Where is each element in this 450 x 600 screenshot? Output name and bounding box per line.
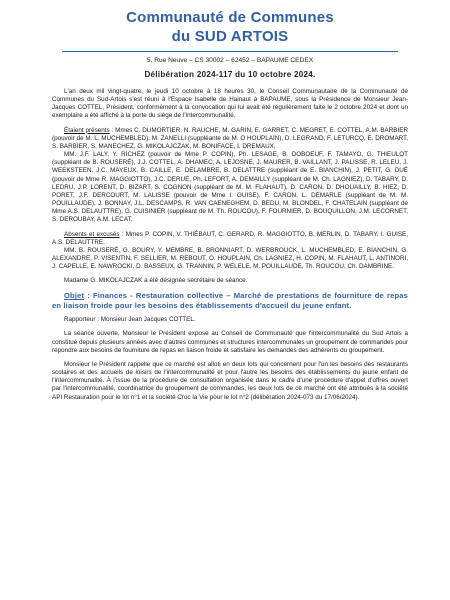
intro-paragraph: L'an deux mil vingt-quatre, le jeudi 10 octobre à 18 heures 30, le Conseil Communautaire de la Communauté de Communes du Sud-Artois s'est réuni à l'Espace Isabelle de Hainaut à BAPAUME, sous la Présidence de Monsieur Jean-Jacques COTTEL, Président, conformément à la convocation qui lui avait été régulièrement faite le 2 octobre 2024 et dont un exemplaire a été affiché à la porte du siège de l'Intercommunalité. — [52, 88, 408, 120]
absents-label: Absents et excusés — [64, 230, 120, 238]
recall-paragraph: Monsieur le Président rappelle que ce marché est alloti en deux lots qui concernent pour l'un les besoins des restaurants scolaires et des accueils de loisirs de l'intercommunalité et pour l'autre les besoins des établissements du jeune enfant de l'intercommunalité. À l'issue de la procédure de consultation organisée dans le cadre d'une procédure d'appel d'offres ouvert par l'intercommunalité, coordinatrice du groupement de commandes, les deux lots de ce marché ont été attribués à la société API Restauration pour le lot n°1 et la société Croc la Vie pour le lot n°2 (délibération 2024-073 du 17/06/2024). — [52, 360, 408, 401]
absents-paragraph-2: MM. B. ROUSERÉ, G. BOURY, Y. MEMBRE, B. BRONNIART, D. WERBROUCK, L. MUCHEMBLED, E. BIANCHIN, G. ALEXANDRE, P. VISENTIN, F. SELLIER, M. REBOUT, O. HOUPLAIN, Ch. LAGNIEZ, H. COPIN, M. FLAHAUT, L. ANTINORI, J. CAPELLE, E. NAWROCKI, D. BASSEUX, G. TRANNIN, P. WELELE, M. POUILLAUDE, Th. ROUCOU, Ch. DAMBRINE. — [52, 246, 408, 271]
objet-heading — [52, 291, 408, 310]
organization-name-line1: Communauté de Communes — [126, 9, 334, 26]
secretary-paragraph: Madame G. MIKOLAJCZAK a été désignée secrétaire de séance. — [64, 277, 248, 285]
presents-label: Étaient présents — [64, 126, 110, 134]
presents-paragraph-2: MM. J.F. LALY, Y. RICHEZ (pouvoir de Mme P. COPIN), Ph. LESAGE, B. DOBOEUF, F. TAMAYO, G. THIEULOT (suppléant de B. ROUSERÉ), J.J. COTTEL, A. DHAMEC, A. LEJOSNE, J. MAURER, B. VAILLANT, J. PALISSE, R. LELEU, J. WEEKSTEEN, J.C. MAYEUX, B. CAILLE, E. DELAMBRE, B. DELATTRE (suppléant de E. BIANCHIN), J. PETIT, G. DUÉ (pouvoir de Mme R. MAGGIOTTO), J.C. DERUE, Ph. LEFORT, A. DEMAILLY (suppléant de M. Ch. LAGNIEZ), D. TABARY, D. LEDRU, J.P. LORENT, D. BIZART, S. COGNON (suppléant de M. M. FLAHAUT), D. CARON, D. DHOUAILLY, B. HIEZ, D. PORET, J.F. DERCOURT, M. LALISSE (pouvoir de Mme I. GUISE), F. CARON, L. DEMARLE (suppléant de M. M. POUILLAUDE), J. BONNAY, J.L. DESCAMPS, R. VAN CAENEGHEM, D. BEDU, M. BLONDEL, F. CHATELAIN (suppléant de Mme A.S. DELAUTTRE), G. CUISINIER (suppléant de M. Th. ROUCOU), F. FOURNIER, D. BOUQUILLON, J.M. LECORNET, S. DEROUBAY, A.M. LECAT. — [52, 151, 408, 224]
document-body — [52, 88, 408, 402]
absents-text: : Mmes P. COPIN, V. THIÉBAUT, C. GERARD, R. MAGGIOTTO, B. MERLIN, D. TABARY, I. GUISE, A.S. DELAUTTRE, — [52, 230, 408, 246]
organization-name-line2: du SUD ARTOIS — [171, 28, 289, 45]
presents-text: : Mmes C. DUMORTIER, N. RAUCHE, M. GARIN, E. GARRET, C. MEGRET, E. COTTEL, A.M. BARBIER (pouvoir de M. L. MUCHEMBLED), M. ZANELLI (suppléante de M. O HOUPLAIN), D. LEGRAND, F. LETURCQ, E. DROMART, S. BARBIER, S. MANECHEZ, G. MIKOLAJCZAK, M. BONIFACE, I. DREMAUX, — [52, 126, 408, 150]
letterhead — [52, 8, 408, 46]
absents-paragraph — [52, 231, 408, 247]
presents-paragraph — [52, 127, 408, 151]
objet-text: : Finances - Restauration collective – Marché de prestations de fourniture de repas en liaison froide pour les besoins des établissements d'accueil du jeune enfant. — [52, 291, 408, 310]
organization-address: 5, Rue Neuve – CS 30002 – 62452 – BAPAUME CEDEX — [146, 57, 314, 64]
rapporteur-paragraph: Rapporteur : Monsieur Jean Jacques COTTEL. — [64, 316, 196, 324]
exposition-paragraph: La séance ouverte, Monsieur le Président expose au Conseil de Communauté que l'intercommunalité du Sud Artois a constitué depuis plusieurs années avec d'autres communes et structures intercommunales un groupement de commandes pour répondre aux besoins de fourniture de repas en liaison froide et satisfaire les demandes des adhérents du groupement. — [52, 330, 408, 354]
header-divider — [62, 51, 398, 52]
objet-label: Objet — [64, 291, 85, 301]
deliberation-title: Délibération 2024-117 du 10 octobre 2024. — [144, 70, 316, 79]
